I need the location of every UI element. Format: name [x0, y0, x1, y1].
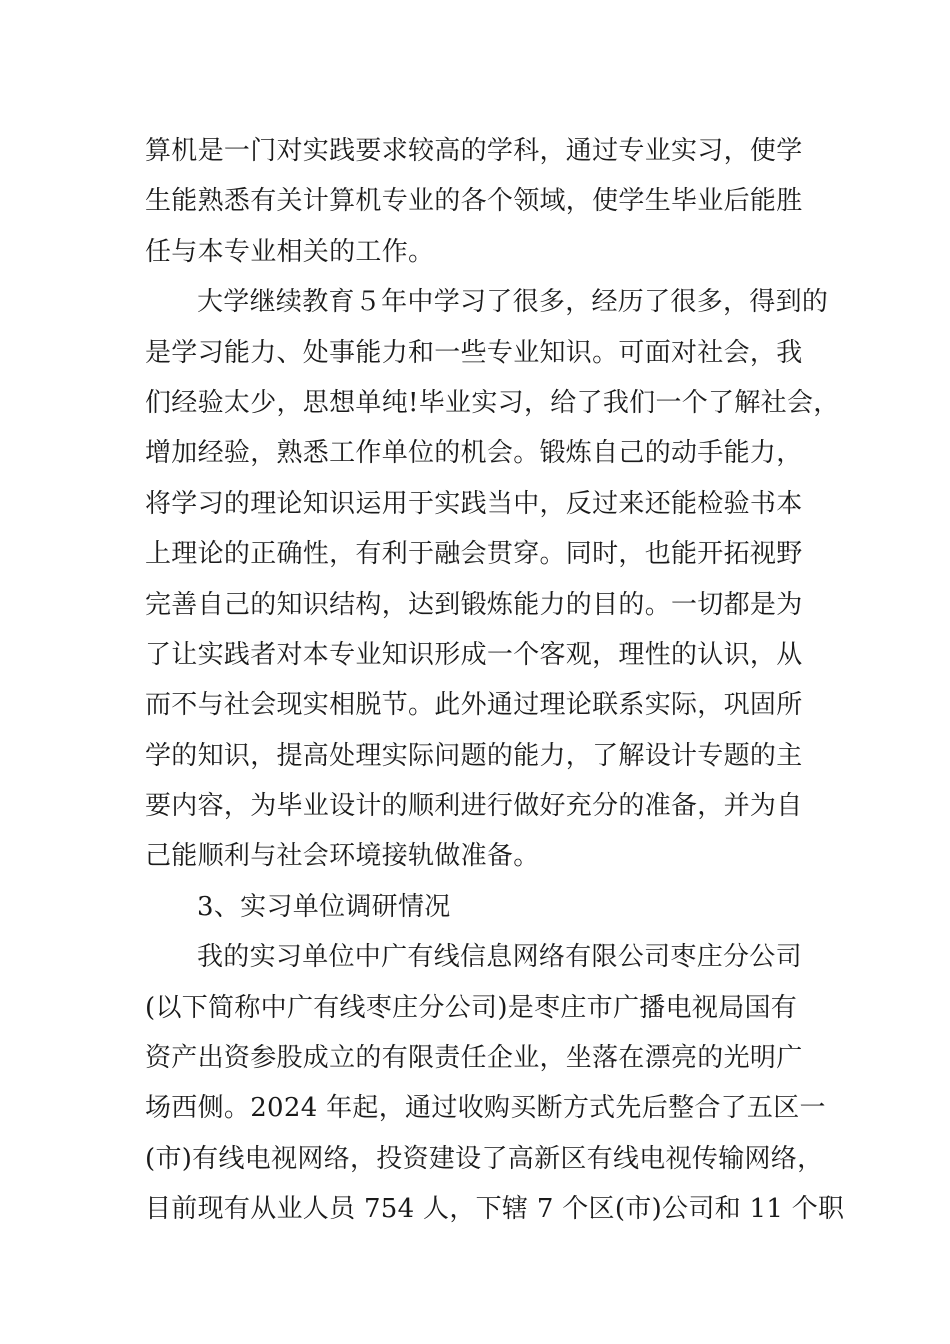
section-heading: 3、实习单位调研情况 [197, 891, 451, 922]
text-line: 们经验太少，思想单纯!毕业实习，给了我们一个了解社会， [145, 387, 840, 418]
text-line: 目前现有从业人员 754 人，下辖 7 个区(市)公司和 11 个职 [145, 1194, 845, 1225]
text-line: (以下简称中广有线枣庄分公司)是枣庄市广播电视局国有 [145, 992, 798, 1023]
paragraph-start-line: 我的实习单位中广有线信息网络有限公司枣庄分公司 [197, 942, 802, 973]
text-line: 了让实践者对本专业知识形成一个客观，理性的认识，从 [145, 639, 803, 670]
paragraph-start-line: 大学继续教育５年中学习了很多，经历了很多，得到的 [197, 287, 829, 318]
text-line: 任与本专业相关的工作。 [145, 236, 435, 267]
text-line: 将学习的理论知识运用于实践当中，反过来还能检验书本 [145, 488, 803, 519]
text-line: 算机是一门对实践要求较高的学科，通过专业实习，使学 [145, 136, 803, 166]
body-text [145, 126, 845, 1235]
text-line: 己能顺利与社会环境接轨做准备。 [145, 841, 540, 872]
text-line: 要内容，为毕业设计的顺利进行做好充分的准备，并为自 [145, 791, 803, 822]
text-line: 场西侧。2024 年起，通过收购买断方式先后整合了五区一 [145, 1093, 826, 1124]
text-line: 是学习能力、处事能力和一些专业知识。可面对社会，我 [145, 337, 803, 368]
text-line: 资产出资参股成立的有限责任企业，坐落在漂亮的光明广 [145, 1043, 803, 1074]
text-line: 增加经验，熟悉工作单位的机会。锻炼自己的动手能力， [145, 438, 803, 469]
text-line: (市)有线电视网络，投资建设了高新区有线电视传输网络， [145, 1143, 824, 1174]
text-line: 学的知识，提高处理实际问题的能力，了解设计专题的主 [145, 740, 803, 771]
text-line: 生能熟悉有关计算机专业的各个领域，使学生毕业后能胜 [145, 186, 803, 217]
text-line: 完善自己的知识结构，达到锻炼能力的目的。一切都是为 [145, 589, 803, 620]
text-line: 而不与社会现实相脱节。此外通过理论联系实际，巩固所 [145, 690, 803, 721]
text-line: 上理论的正确性，有利于融会贯穿。同时，也能开拓视野 [145, 539, 803, 570]
